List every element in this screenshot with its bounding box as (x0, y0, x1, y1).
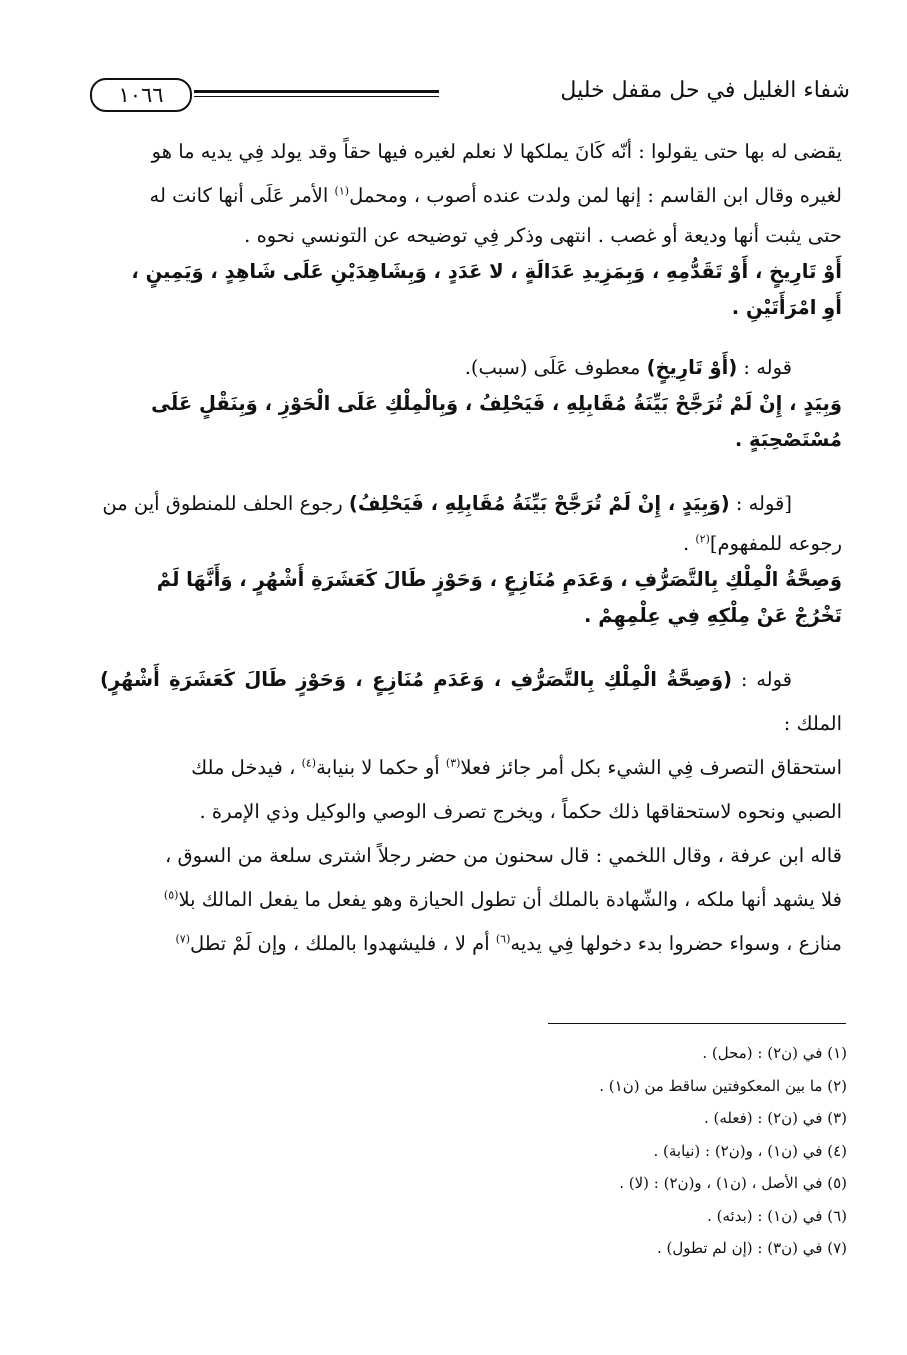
header-rule (194, 90, 439, 93)
commentary-line: قوله : (أَوْ تَارِيخٍ) معطوف عَلَى (سبب). (464, 356, 792, 379)
footnote-ref: (٧) (175, 932, 191, 946)
matn-line: وَبِيَدٍ ، إِنْ لَمْ تُرَجَّحْ بَيِّنَةُ مُقَابِلِهِ ، فَيَحْلِفُ ، وَبِالْمِلْكِ عَلَى الْحَوْزِ ، وَبِنَقْلٍ عَلَى (151, 392, 842, 415)
footnote-ref: (٣) (445, 756, 461, 770)
page-header (90, 70, 850, 114)
footnote: (٢) ما بين المعكوفتين ساقط من (ن١) . (599, 1076, 847, 1095)
commentary-line: قوله : (وَصِحَّةُ الْمِلْكِ بِالتَّصَرُّفِ ، وَعَدَمِ مُنَازِعٍ ، وَحَوْزٍ طَالَ كَعَشَرَةِ أَشْهُرٍ) الملك : (100, 668, 842, 735)
matn-line: تَخْرُجْ عَنْ مِلْكِهِ فِي عِلْمِهِمْ . (584, 604, 842, 627)
footnote-ref: (٥) (163, 888, 179, 902)
footnote: (٦) في (ن١) : (بدئه) . (707, 1206, 847, 1225)
footnote-divider (548, 1023, 846, 1024)
commentary-line: فلا يشهد أنها ملكه ، والشّهادة بالملك أن تطول الحيازة وهو يفعل ما يفعل المالك بلا$^{(٥)}$ (163, 888, 842, 911)
quoted-matn: (وَصِحَّةُ الْمِلْكِ بِالتَّصَرُّفِ ، وَعَدَمِ مُنَازِعٍ ، وَحَوْزٍ طَالَ كَعَشَرَةِ أَشْهُرٍ) (100, 668, 733, 691)
running-title: شفاء الغليل في حل مقفل خليل (560, 78, 850, 103)
main-text (100, 130, 842, 966)
footnote-ref: (٢) (695, 532, 710, 546)
commentary-line: منازع ، وسواء حضروا بدء دخولها فِي يديه$^{(٦)}$ أم لا ، فليشهدوا بالملك ، وإن لَمْ تطل$^{(٧)}$ (175, 932, 842, 955)
commentary-line: رجوعه للمفهوم]$^{(٢)}$ . (682, 532, 842, 555)
matn-line: أَوْ تَارِيخٍ ، أَوْ تَقَدُّمِهِ ، وَبِمَزِيدِ عَدَالَةٍ ، لا عَدَدٍ ، وَبِشَاهِدَيْنِ عَلَى شَاهِدٍ ، وَيَمِينٍ ، (131, 260, 842, 283)
footnote: (٤) في (ن١) ، و(ن٢) : (نيابة) . (653, 1141, 847, 1160)
spacer (100, 326, 842, 350)
spacer (100, 634, 842, 658)
footnote: (٥) في الأصل ، (ن١) ، و(ن٢) : (لا) . (619, 1174, 847, 1192)
quoted-matn: (وَبِيَدٍ ، إِنْ لَمْ تُرَجَّحْ بَيِّنَةُ مُقَابِلِهِ ، فَيَحْلِفُ) (348, 492, 730, 515)
footnotes (447, 1037, 847, 1265)
commentary-line: [قوله : (وَبِيَدٍ ، إِنْ لَمْ تُرَجَّحْ بَيِّنَةُ مُقَابِلِهِ ، فَيَحْلِفُ) رجوع الحلف للمنطوق أين من (102, 492, 792, 515)
commentary-line: استحقاق التصرف فِي الشيء بكل أمر جائز فعلا$^{(٣)}$ أو حكما لا بنيابة$^{(٤)}$ ، فيدخل ملك (191, 756, 842, 779)
footnote-ref: (٤) (301, 756, 317, 770)
matn-line: وَصِحَّةُ الْمِلْكِ بِالتَّصَرُّفِ ، وَعَدَمِ مُنَازِعٍ ، وَحَوْزٍ طَالَ كَعَشَرَةِ أَشْهُرٍ ، وَأَنَّهَا لَمْ (156, 568, 842, 591)
matn-line: مُسْتَصْحِبَةٍ . (734, 428, 842, 451)
footnote: (١) في (ن٢) : (محل) . (702, 1044, 847, 1062)
footnote-ref: (١) (334, 184, 350, 198)
commentary-line: قاله ابن عرفة ، وقال اللخمي : قال سحنون من حضر رجلاً اشترى سلعة من السوق ، (165, 844, 842, 867)
text-line: حتى يثبت أنها وديعة أو غصب . انتهى وذكر فِي توضيحه عن التونسي نحوه . (244, 224, 842, 247)
header-rule-thin (194, 96, 439, 97)
spacer (100, 458, 842, 482)
page-number: ١٠٦٦ (90, 78, 192, 112)
text-line: يقضى له بها حتى يقولوا : أنّه كَانَ يملكها لا نعلم لغيره فيها حقاً وقد يولد فِي يديه ما هو (151, 140, 842, 163)
quoted-matn: (أَوْ تَارِيخٍ) (646, 356, 738, 379)
footnote-ref: (٦) (495, 932, 511, 946)
matn-line: أَوِ امْرَأَتَيْنِ . (731, 296, 842, 319)
commentary-line: الصبي ونحوه لاستحقاقها ذلك حكماً ، ويخرج تصرف الوصي والوكيل وذي الإمرة . (199, 800, 842, 823)
footnote: (٧) في (ن٣) : (إن لم تطول) . (656, 1239, 847, 1257)
footnote: (٣) في (ن٢) : (فعله) . (703, 1109, 847, 1127)
text-line: لغيره وقال ابن القاسم : إنها لمن ولدت عنده أصوب ، ومحمل$^{(١)}$ الأمر عَلَى أنها كانت له (149, 184, 842, 207)
